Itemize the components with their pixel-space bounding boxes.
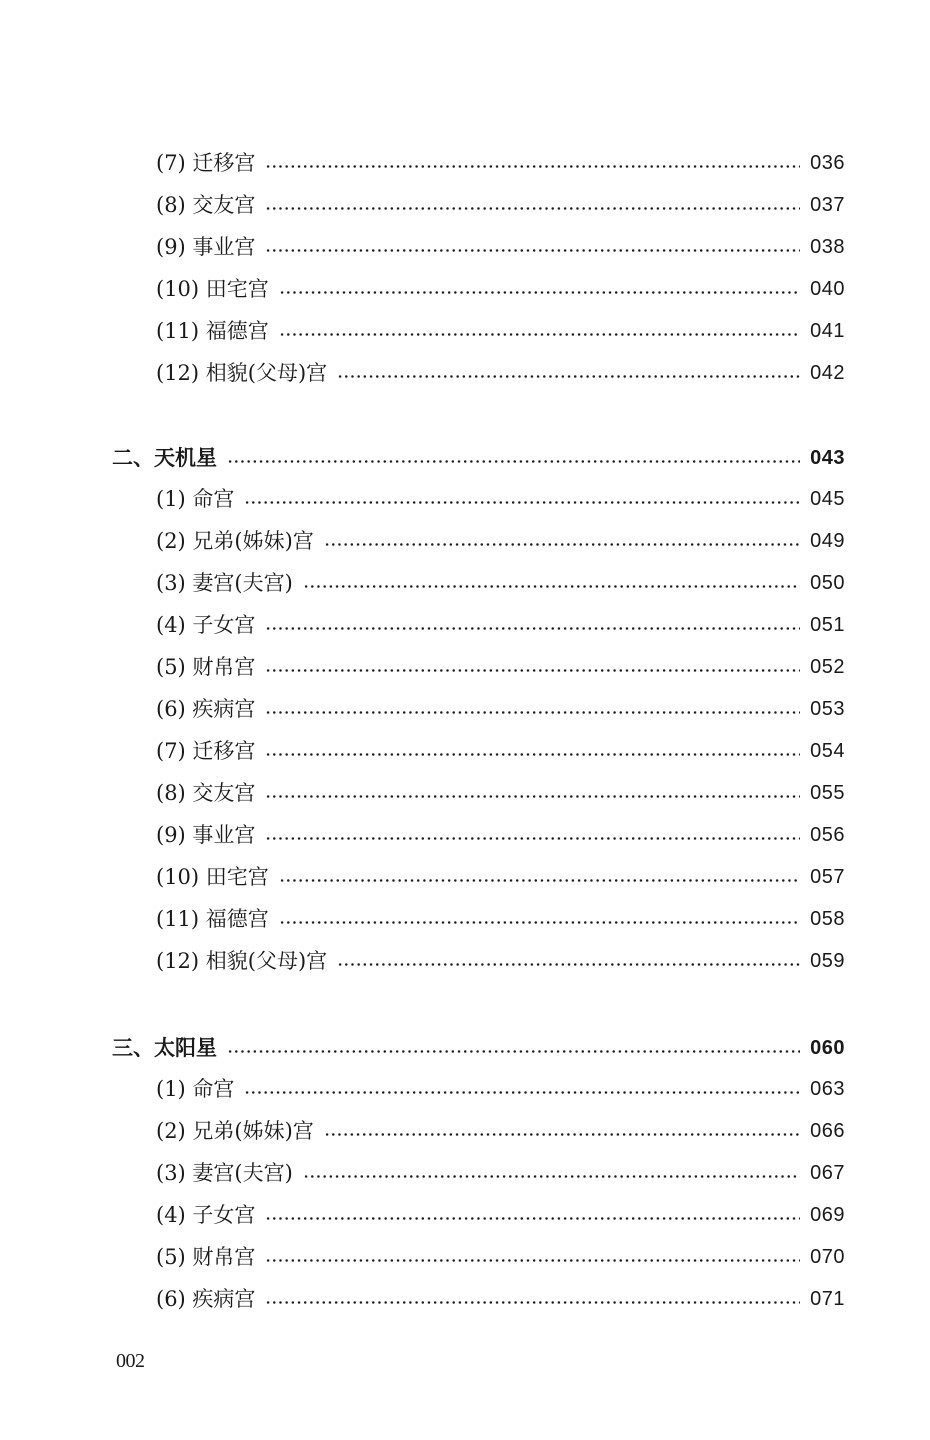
toc-entry-label: (7) 迁移宫 [156,739,256,763]
toc-entry[interactable] [156,1113,845,1149]
toc-entry-page: 069 [810,1204,845,1226]
toc-leader-dots [324,543,800,546]
toc-leader-dots [227,1050,800,1053]
toc-entry[interactable] [156,523,845,559]
toc-section-heading[interactable] [112,1030,845,1066]
toc-entry-label: (1) 命宫 [156,1077,235,1101]
toc-entry[interactable] [156,1071,845,1107]
toc-entry-page: 053 [810,698,845,720]
toc-entry[interactable] [156,733,845,769]
toc-entry[interactable] [156,187,845,223]
toc-leader-dots [279,879,800,882]
toc-entry-page: 043 [810,447,845,469]
toc-entry-label: (1) 命宫 [156,487,235,511]
toc-leader-dots [244,501,800,504]
toc-leader-dots [303,1175,800,1178]
toc-entry-page: 067 [810,1162,845,1184]
toc-entry-page: 070 [810,1246,845,1268]
toc-leader-dots [337,375,800,378]
toc-entry-label: (6) 疾病宫 [156,1287,256,1311]
toc-entry[interactable] [156,355,845,391]
toc-entry[interactable] [156,1155,845,1191]
toc-entry[interactable] [156,229,845,265]
toc-entry-page: 049 [810,530,845,552]
toc-entry-label: (3) 妻宫(夫宫) [156,1161,293,1185]
toc-leader-dots [265,669,800,672]
toc-leader-dots [279,333,800,336]
toc-entry-page: 038 [810,236,845,258]
toc-entry-label: (4) 子女宫 [156,1203,256,1227]
toc-entry[interactable] [156,565,845,601]
toc-entry-label: (6) 疾病宫 [156,697,256,721]
toc-leader-dots [265,249,800,252]
toc-entry[interactable] [156,901,845,937]
toc-entry[interactable] [156,943,845,979]
toc-leader-dots [279,921,800,924]
toc-entry-page: 045 [810,488,845,510]
toc-leader-dots [265,627,800,630]
toc-entry-label: (11) 福德宫 [156,907,269,931]
toc-leader-dots [265,1301,800,1304]
toc-leader-dots [337,963,800,966]
toc-entry-label: (7) 迁移宫 [156,151,256,175]
toc-entry-label: (10) 田宅宫 [156,277,269,301]
toc-section-heading[interactable] [112,440,845,476]
toc-entry-label: (12) 相貌(父母)宫 [156,949,328,973]
toc-entry-page: 060 [810,1037,845,1059]
toc-entry-page: 059 [810,950,845,972]
toc-entry-label: 三、太阳星 [112,1036,217,1060]
toc-entry[interactable] [156,1281,845,1317]
toc-leader-dots [265,1259,800,1262]
toc-leader-dots [227,460,800,463]
toc-entry-label: (5) 财帛宫 [156,1245,256,1269]
toc-entry-label: (5) 财帛宫 [156,655,256,679]
toc-entry[interactable] [156,313,845,349]
toc-entry-label: (10) 田宅宫 [156,865,269,889]
toc-entry[interactable] [156,817,845,853]
toc-leader-dots [265,753,800,756]
toc-entry-label: (12) 相貌(父母)宫 [156,361,328,385]
toc-entry-page: 052 [810,656,845,678]
toc-entry[interactable] [156,271,845,307]
toc-leader-dots [324,1133,800,1136]
toc-entry[interactable] [156,1197,845,1233]
toc-entry-page: 054 [810,740,845,762]
toc-entry-label: (11) 福德宫 [156,319,269,343]
toc-entry[interactable] [156,481,845,517]
toc-entry-label: 二、天机星 [112,446,217,470]
toc-entry-page: 040 [810,278,845,300]
toc-entry-label: (4) 子女宫 [156,613,256,637]
toc-entry-page: 051 [810,614,845,636]
toc-entry-page: 056 [810,824,845,846]
toc-leader-dots [265,1217,800,1220]
toc-entry-page: 037 [810,194,845,216]
toc-entry-page: 058 [810,908,845,930]
toc-entry[interactable] [156,607,845,643]
toc-entry[interactable] [156,1239,845,1275]
toc-entry-label: (2) 兄弟(姊妹)宫 [156,529,314,553]
toc-leader-dots [265,207,800,210]
toc-entry-label: (2) 兄弟(姊妹)宫 [156,1119,314,1143]
toc-leader-dots [303,585,800,588]
toc-entry-label: (8) 交友宫 [156,193,256,217]
toc-entry-page: 041 [810,320,845,342]
toc-leader-dots [265,165,800,168]
toc-entry-page: 055 [810,782,845,804]
toc-entry-label: (9) 事业宫 [156,235,256,259]
toc-entry-label: (9) 事业宫 [156,823,256,847]
toc-leader-dots [265,837,800,840]
toc-entry-label: (3) 妻宫(夫宫) [156,571,293,595]
toc-entry-page: 050 [810,572,845,594]
toc-entry-page: 063 [810,1078,845,1100]
toc-entry-page: 066 [810,1120,845,1142]
toc-entry-page: 042 [810,362,845,384]
toc-leader-dots [265,711,800,714]
toc-leader-dots [279,291,800,294]
toc-leader-dots [244,1091,800,1094]
toc-entry[interactable] [156,691,845,727]
toc-entry[interactable] [156,859,845,895]
toc-entry[interactable] [156,775,845,811]
toc-entry[interactable] [156,145,845,181]
toc-entry-page: 071 [810,1288,845,1310]
toc-entry-page: 036 [810,152,845,174]
toc-entry[interactable] [156,649,845,685]
toc-leader-dots [265,795,800,798]
toc-entry-label: (8) 交友宫 [156,781,256,805]
footer-page-number: 002 [116,1350,145,1372]
toc-entry-page: 057 [810,866,845,888]
